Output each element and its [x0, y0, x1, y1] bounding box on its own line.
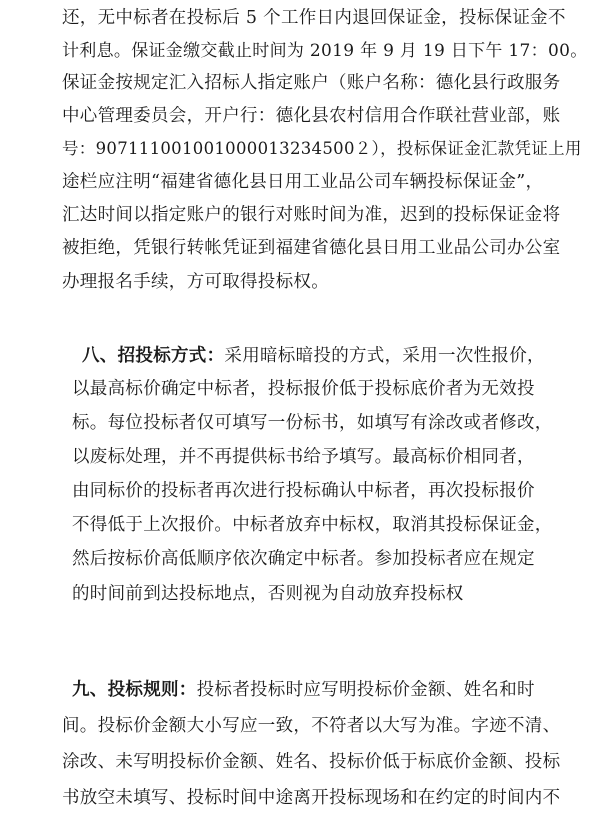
text-line: 间。投标价金额大小写应一致，不符者以大写为准。字迹不清、 [62, 716, 561, 736]
text-line: 标。每位投标者仅可填写一份标书，如填写有涂改或者修改， [72, 413, 553, 433]
text-line: 途栏应注明“福建省德化县日用工业品公司车辆投标保证金”， [62, 172, 544, 192]
text-line: 的时间前到达投标地点，否则视为自动放弃投标权 [72, 584, 464, 604]
text-line: 不得低于上次报价。中标者放弃中标权，取消其投标保证金， [72, 515, 553, 535]
text-line: 中心管理委员会，开户行：德化县农村信用合作联社营业部，账 [62, 106, 561, 126]
section-9-first-line [72, 678, 535, 702]
text-line: 以废标处理，并不再提供标书给予填写。最高标价相同者， [72, 447, 535, 467]
text-line: 书放空未填写、投标时间中途离开投标现场和在约定的时间内不 [62, 788, 561, 808]
section-8-first-line-text: 采用暗标暗投的方式，采用一次性报价， [224, 346, 545, 366]
section-9-first-line-text: 投标者投标时应写明投标价金额、姓名和时 [196, 680, 535, 700]
text-line: 还，无中标者在投标后 5 个工作日内退回保证金，投标保证金不 [62, 8, 566, 28]
section-9-heading: 九、投标规则： [72, 680, 197, 700]
text-line: 由同标价的投标者再次进行投标确认中标者，再次投标报价 [72, 481, 535, 501]
section-8-first-line [82, 344, 545, 368]
text-line: 被拒绝，凭银行转帐凭证到福建省德化县日用工业品公司办公室 [62, 238, 561, 258]
section-8-heading: 八、招投标方式： [82, 346, 225, 366]
text-line: 计利息。保证金缴交截止时间为 2019 年 9 月 19 日下午 17：00。 [62, 41, 588, 61]
text-line: 号：907111001001000013234500２），投标保证金汇款凭证上用 [62, 139, 582, 158]
text-line: 汇达时间以指定账户的银行对账时间为准，迟到的投标保证金将 [62, 205, 561, 225]
text-line: 然后按标价高低顺序依次确定中标者。参加投标者应在规定 [72, 549, 535, 569]
text-line: 以最高标价确定中标者，投标报价低于投标底价者为无效投 [72, 379, 535, 399]
text-line: 保证金按规定汇入招标人指定账户（账户名称：德化县行政服务 [62, 73, 561, 93]
text-line: 办理报名手续，方可取得投标权。 [62, 272, 329, 292]
text-line: 涂改、未写明投标价金额、姓名、投标价低于标底价金额、投标 [62, 752, 561, 772]
